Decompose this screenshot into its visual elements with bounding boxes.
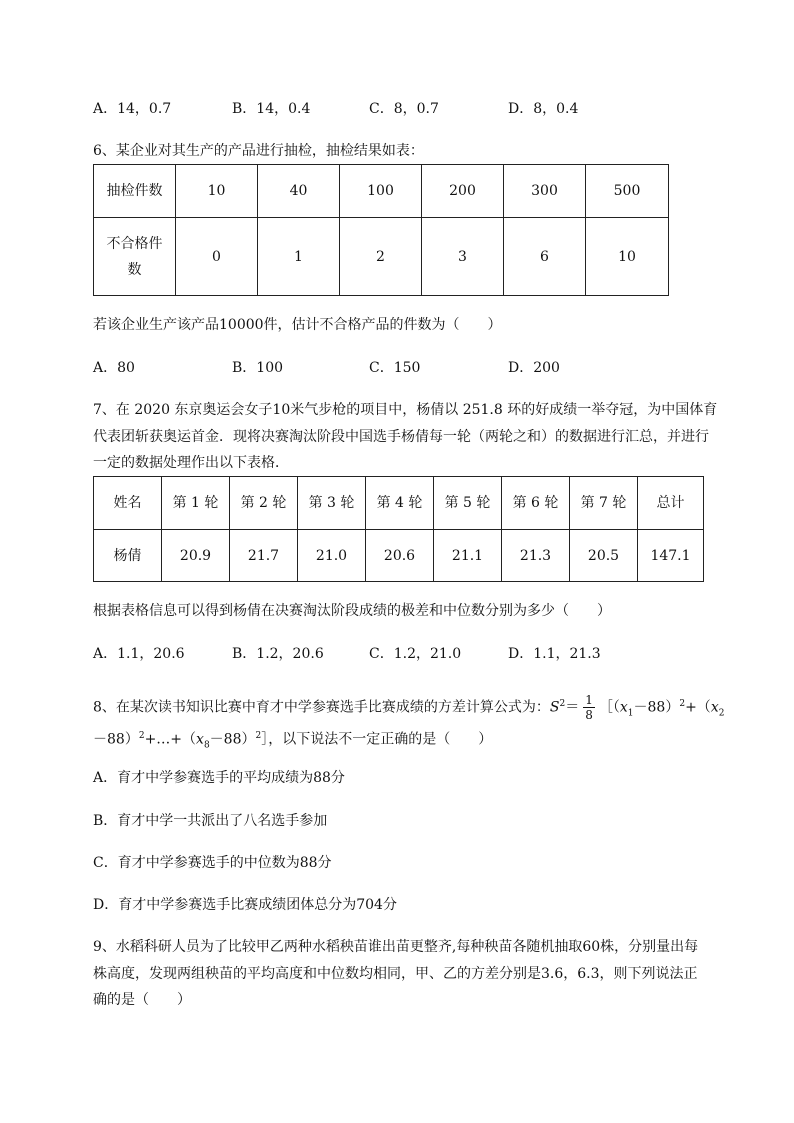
q8-subscript: 2 bbox=[718, 708, 725, 719]
q6-option-b: B．100 bbox=[232, 360, 284, 376]
q8-superscript: 2 bbox=[559, 699, 566, 709]
q5-option-c: C．8，0.7 bbox=[369, 101, 439, 117]
q8-term: －88） bbox=[93, 731, 139, 748]
q7-stem-line3: 一定的数据处理作出以下表格． bbox=[93, 455, 289, 471]
q6-header-cell: 不合格件数 bbox=[94, 218, 176, 296]
q7-option-c: C．1.2，21.0 bbox=[369, 646, 462, 662]
q8-var-x1: x bbox=[619, 699, 628, 716]
q6-cell: 10 bbox=[176, 165, 258, 218]
q8-superscript: 2 bbox=[138, 731, 145, 741]
q8-frac-numerator: 1 bbox=[585, 693, 593, 708]
q8-term: －88） bbox=[633, 699, 680, 716]
q8-term: ］，以下说法不一定正确的是（ ） bbox=[261, 731, 493, 748]
q8-frac-denominator: 8 bbox=[585, 708, 593, 723]
q6-cell: 3 bbox=[422, 218, 504, 296]
q5-option-d: D．8，0.4 bbox=[508, 101, 579, 117]
q7-table-header-row bbox=[94, 477, 704, 530]
q6-cell: 1 bbox=[258, 218, 340, 296]
q8-var-x2: x bbox=[710, 699, 719, 716]
q7-option-a: A．1.1，20.6 bbox=[93, 646, 185, 662]
q8-equals: ＝ bbox=[565, 699, 580, 716]
q7-header-cell: 第 6 轮 bbox=[502, 477, 570, 530]
q6-cell: 2 bbox=[340, 218, 422, 296]
q9-stem-line2: 株高度，发现两组秧苗的平均高度和中位数均相同，甲、乙的方差分别是3.6，6.3，则下列说法正 bbox=[93, 966, 698, 982]
q6-option-d: D．200 bbox=[508, 360, 560, 376]
q9-stem-line3: 确的是（ ） bbox=[93, 992, 191, 1008]
q7-header-cell: 第 1 轮 bbox=[162, 477, 230, 530]
q7-cell: 20.9 bbox=[162, 530, 230, 582]
q8-stem-line2 bbox=[93, 726, 492, 755]
q8-option-b: B．育才中学一共派出了八名选手参加 bbox=[93, 813, 328, 829]
q8-option-d: D．育才中学参赛选手比赛成绩团体总分为704分 bbox=[93, 897, 397, 913]
q7-table-row bbox=[94, 530, 704, 582]
q6-question: 若该企业生产该产品10000件，估计不合格产品的件数为（ ） bbox=[93, 317, 502, 333]
q7-header-cell: 第 7 轮 bbox=[570, 477, 638, 530]
q6-cell: 10 bbox=[586, 218, 669, 296]
q7-header-cell: 第 4 轮 bbox=[366, 477, 434, 530]
q7-cell: 21.0 bbox=[298, 530, 366, 582]
q7-header-cell: 第 5 轮 bbox=[434, 477, 502, 530]
q7-cell: 20.6 bbox=[366, 530, 434, 582]
q7-header-cell: 姓名 bbox=[94, 477, 162, 530]
q7-header-cell: 总计 bbox=[638, 477, 704, 530]
q6-table-row bbox=[94, 165, 669, 218]
q8-subscript: 1 bbox=[627, 708, 634, 719]
q7-question: 根据表格信息可以得到杨倩在决赛淘汰阶段成绩的极差和中位数分别为多少（ ） bbox=[93, 603, 611, 619]
q6-cell: 500 bbox=[586, 165, 669, 218]
q6-stem: 6、某企业对其生产的产品进行抽检，抽检结果如表： bbox=[93, 143, 424, 159]
q8-superscript: 2 bbox=[679, 699, 686, 709]
q7-stem-line2: 代表团斩获奥运首金．现将决赛淘汰阶段中国选手杨倩每一轮（两轮之和）的数据进行汇总，并进行 bbox=[93, 429, 709, 445]
q9-stem-line1: 9、水稻科研人员为了比较甲乙两种水稻秧苗谁出苗更整齐,每种秧苗各随机抽取60株，分别量出每 bbox=[93, 939, 699, 955]
q5-option-a: A．14，0.7 bbox=[93, 101, 172, 117]
q8-stem-text: 8、在某次读书知识比赛中育才中学参赛选手比赛成绩的方差计算公式为： bbox=[93, 699, 550, 716]
q6-table bbox=[93, 164, 669, 296]
q6-cell: 300 bbox=[504, 165, 586, 218]
q6-cell: 200 bbox=[422, 165, 504, 218]
q7-table bbox=[93, 476, 704, 582]
q8-stem-line1 bbox=[93, 687, 724, 730]
q8-term: +（ bbox=[685, 699, 711, 716]
q7-header-cell: 第 2 轮 bbox=[230, 477, 298, 530]
q8-bracket: ［（ bbox=[598, 699, 620, 716]
q6-cell: 0 bbox=[176, 218, 258, 296]
q8-variance-symbol: S bbox=[549, 699, 560, 716]
q6-cell: 40 bbox=[258, 165, 340, 218]
q5-option-b: B．14，0.4 bbox=[232, 101, 311, 117]
q7-cell: 杨倩 bbox=[94, 530, 162, 582]
q8-term: －88） bbox=[209, 731, 256, 748]
q7-header-cell: 第 3 轮 bbox=[298, 477, 366, 530]
q8-superscript: 2 bbox=[255, 731, 262, 741]
q7-cell: 21.3 bbox=[502, 530, 570, 582]
q6-option-c: C．150 bbox=[369, 360, 421, 376]
q7-cell: 21.7 bbox=[230, 530, 298, 582]
q6-cell: 6 bbox=[504, 218, 586, 296]
q8-var-x8: x bbox=[196, 731, 204, 748]
q7-cell: 20.5 bbox=[570, 530, 638, 582]
q8-option-a: A．育才中学参赛选手的平均成绩为88分 bbox=[93, 770, 345, 786]
q7-option-b: B．1.2，20.6 bbox=[232, 646, 324, 662]
q8-term: +…+（ bbox=[144, 731, 197, 748]
q8-option-c: C．育才中学参赛选手的中位数为88分 bbox=[93, 855, 332, 871]
q7-option-d: D．1.1，21.3 bbox=[508, 646, 601, 662]
q6-header-cell: 抽检件数 bbox=[94, 165, 176, 218]
q7-cell: 147.1 bbox=[638, 530, 704, 582]
q7-cell: 21.1 bbox=[434, 530, 502, 582]
q6-table-row bbox=[94, 218, 669, 296]
q6-option-a: A．80 bbox=[93, 360, 135, 376]
q6-cell: 100 bbox=[340, 165, 422, 218]
q8-fraction bbox=[583, 693, 595, 722]
q7-stem-line1: 7、在 2020 东京奥运会女子10米气步枪的项目中，杨倩以 251.8 环的好成绩一举夺冠，为中国体育 bbox=[93, 402, 718, 418]
q8-subscript: 8 bbox=[203, 740, 210, 751]
